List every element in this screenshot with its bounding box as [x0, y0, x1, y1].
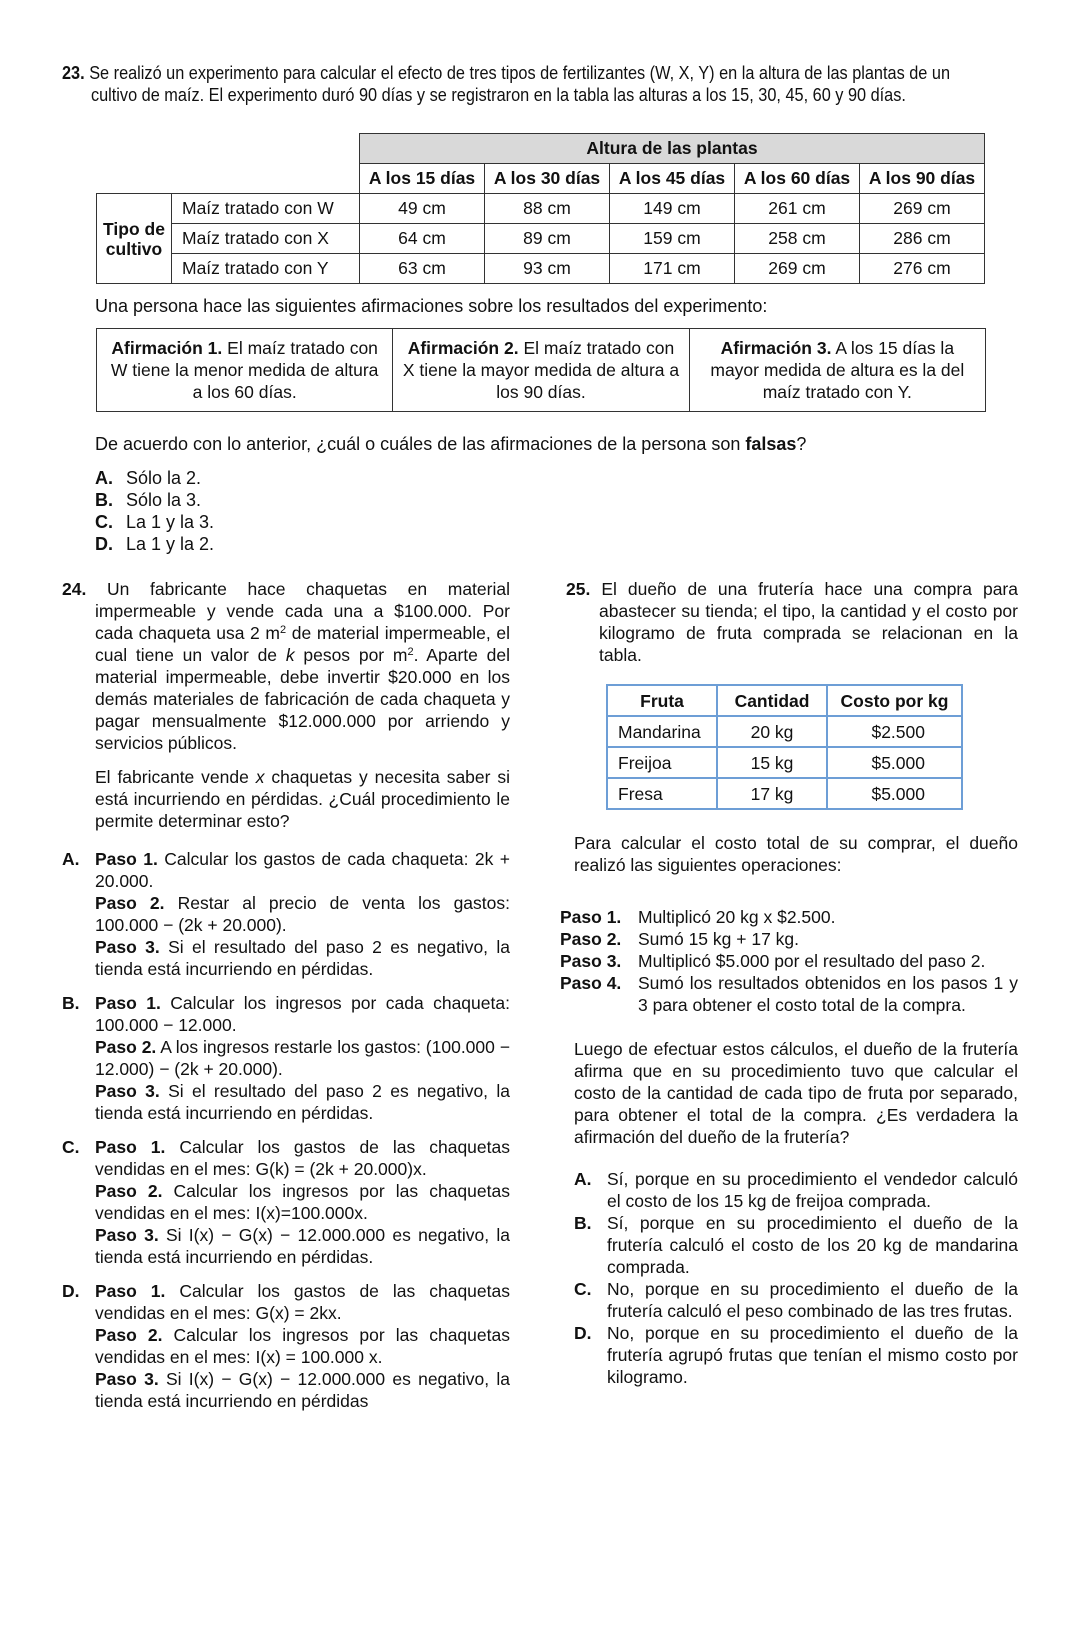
column-header: Costo por kg — [827, 685, 962, 716]
option-text: La 1 y la 2. — [126, 534, 215, 554]
table-cell: 286 cm — [860, 224, 985, 254]
question-23-options — [95, 467, 214, 555]
option-b[interactable] — [95, 489, 214, 511]
stem-text: de material impermeable, el cual tiene un valor de — [95, 623, 511, 665]
option-step — [95, 892, 510, 936]
table-cell: 149 cm — [610, 194, 735, 224]
question-25-prompt: Luego de efectuar estos cálculos, el dueño de la frutería afirma que en su procedimiento tuvo que calcular el costo de la cantidad de cada tipo de fruta por separado, para obtener el total de la compra. ¿Es verdadera la afirmación del dueño de la frutería? — [574, 1039, 1018, 1147]
step-text: Restar al precio de venta los gastos: 100.000 − (2k + 20.000). — [95, 893, 510, 935]
option-a[interactable] — [62, 848, 510, 980]
table-cell: Fresa — [607, 778, 717, 809]
question-25-procedure-intro: Para calcular el costo total de su comprar, el dueño realizó las siguientes operaciones: — [574, 833, 1018, 875]
option-text: Sí, porque en su procedimiento el vendedor calculó el costo de los 15 kg de freijoa comprada. — [607, 1169, 1018, 1211]
table-cell: 49 cm — [360, 194, 485, 224]
column-header: A los 90 días — [860, 164, 985, 194]
stem-text: Un fabricante hace chaquetas en material impermeable y vende cada una a $100.000. Por cada chaqueta usa 2 m — [95, 579, 510, 643]
table-cell: 261 cm — [735, 194, 860, 224]
plant-height-table — [96, 133, 985, 284]
step-text: Si I(x) − G(x) − 12.000.000 es negativo, la tienda está incurriendo en pérdidas. — [95, 1225, 510, 1267]
table-cell: Freijoa — [607, 747, 717, 778]
claim-2 — [393, 329, 689, 412]
step-label: Paso 1. — [95, 1137, 166, 1157]
claim-text: El maíz tratado con W tiene la menor medida de altura a los 60 días. — [110, 338, 379, 402]
column-header: A los 15 días — [360, 164, 485, 194]
claim-title: Afirmación 3. — [720, 338, 832, 358]
option-step — [95, 1280, 510, 1324]
question-24-stem — [62, 578, 510, 754]
option-c[interactable] — [62, 1136, 510, 1268]
superscript: 2 — [280, 624, 287, 636]
option-a[interactable] — [574, 1168, 1018, 1212]
option-letter: D. — [95, 534, 113, 554]
step-label: Paso 2. — [560, 929, 622, 949]
option-letter: C. — [574, 1279, 592, 1299]
option-text: No, porque en su procedimiento el dueño de la frutería agrupó frutas que tenían el mismo costo por kilogramo. — [607, 1323, 1018, 1387]
option-letter: A. — [95, 468, 113, 488]
step-label: Paso 2. — [95, 1037, 157, 1057]
question-23-stem — [62, 62, 994, 106]
question-number: 23. — [62, 63, 85, 83]
variable-k: k — [285, 645, 295, 665]
option-step — [95, 1136, 510, 1180]
table-cell: $2.500 — [827, 716, 962, 747]
prompt-emphasis: falsas — [745, 434, 797, 454]
option-letter: B. — [95, 490, 113, 510]
step-text: Si el resultado del paso 2 es negativo, la tienda está incurriendo en pérdidas. — [95, 937, 510, 979]
step-text: Multiplicó 20 kg x $2.500. — [638, 907, 836, 927]
option-step — [95, 1324, 510, 1368]
table-cell: 64 cm — [360, 224, 485, 254]
claim-1 — [97, 329, 393, 412]
column-header: Fruta — [607, 685, 717, 716]
claims-intro: Una persona hace las siguientes afirmaciones sobre los resultados del experimento: — [95, 296, 768, 316]
option-step — [95, 1224, 510, 1268]
prompt-text: De acuerdo con lo anterior, ¿cuál o cuáles de las afirmaciones de la persona son — [95, 434, 746, 454]
procedure-step — [560, 950, 1018, 972]
stem-text: El dueño de una frutería hace una compra para abastecer su tienda; el tipo, la cantidad y el costo por kilogramo de fruta comprada se relacionan en la tabla. — [599, 579, 1018, 665]
claim-title: Afirmación 1. — [111, 338, 223, 358]
option-text: Sí, porque en su procedimiento el dueño de la frutería calculó el costo de los 20 kg de mandarina comprada. — [607, 1213, 1018, 1277]
step-text: Calcular los ingresos por las chaquetas vendidas en el mes: I(x)=100.000x. — [95, 1181, 510, 1223]
stem-text: . Aparte del material impermeable, debe invertir $20.000 en los demás materiales de fabricación de cada chaqueta y pagar mensualmente $12.000.000 por arriendo y servicios públicos. — [95, 645, 510, 753]
option-text: La 1 y la 3. — [126, 512, 215, 532]
column-header: A los 60 días — [735, 164, 860, 194]
prompt-text: chaquetas y necesita saber si está incurriendo en pérdidas. ¿Cuál procedimiento le permite determinar esto? — [95, 767, 510, 831]
fruit-table — [606, 684, 963, 810]
step-text: Si I(x) − G(x) − 12.000.000 es negativo, la tienda está incurriendo en pérdidas — [95, 1369, 510, 1411]
procedure-step — [560, 906, 1018, 928]
step-text: Calcular los gastos de cada chaqueta: 2k + 20.000. — [95, 849, 510, 891]
table-cell: Mandarina — [607, 716, 717, 747]
column-header: Cantidad — [717, 685, 827, 716]
stem-text: pesos por m — [294, 645, 408, 665]
question-24-prompt — [62, 766, 510, 832]
column-header: A los 30 días — [485, 164, 610, 194]
option-text: Sólo la 3. — [126, 490, 202, 510]
option-d[interactable] — [574, 1322, 1018, 1388]
option-letter: A. — [62, 849, 80, 869]
option-text: Sólo la 2. — [126, 468, 202, 488]
option-step — [95, 1036, 510, 1080]
row-label: Maíz tratado con X — [172, 224, 360, 254]
step-label: Paso 3. — [95, 1081, 160, 1101]
table-group-header: Altura de las plantas — [360, 134, 985, 164]
question-25 — [560, 578, 1018, 1388]
step-label: Paso 2. — [95, 1325, 163, 1345]
question-number: 24. — [62, 579, 87, 599]
option-letter: B. — [62, 993, 80, 1013]
step-text: Sumó los resultados obtenidos en los pasos 1 y 3 para obtener el costo total de la compra. — [638, 973, 1018, 1015]
option-letter: D. — [574, 1323, 592, 1343]
table-cell: 171 cm — [610, 254, 735, 284]
table-cell: 269 cm — [860, 194, 985, 224]
table-row — [607, 716, 962, 747]
row-label: Maíz tratado con W — [172, 194, 360, 224]
table-cell: 276 cm — [860, 254, 985, 284]
step-label: Paso 3. — [560, 951, 622, 971]
superscript: 2 — [407, 646, 414, 658]
prompt-end: ? — [796, 434, 807, 454]
option-d[interactable] — [62, 1280, 510, 1412]
table-corner — [97, 164, 360, 194]
claim-text: A los 15 días la mayor medida de altura es la del maíz tratado con Y. — [710, 338, 965, 402]
table-cell: 88 cm — [485, 194, 610, 224]
option-step — [95, 1368, 510, 1412]
option-letter: B. — [574, 1213, 592, 1233]
table-cell: $5.000 — [827, 747, 962, 778]
column-header: A los 45 días — [610, 164, 735, 194]
option-letter: A. — [574, 1169, 592, 1189]
option-step — [95, 1080, 510, 1124]
option-c[interactable] — [95, 511, 214, 533]
option-letter: C. — [62, 1137, 80, 1157]
table-cell: $5.000 — [827, 778, 962, 809]
question-24 — [62, 578, 510, 1412]
claim-title: Afirmación 2. — [407, 338, 519, 358]
option-step — [95, 848, 510, 892]
option-step — [95, 1180, 510, 1224]
step-label: Paso 2. — [95, 1181, 163, 1201]
step-text: Calcular los gastos de las chaquetas vendidas en el mes: G(x) = 2kx. — [95, 1281, 510, 1323]
question-number: 25. — [566, 579, 591, 599]
table-row — [607, 747, 962, 778]
option-step — [95, 936, 510, 980]
table-cell: 258 cm — [735, 224, 860, 254]
step-text: Si el resultado del paso 2 es negativo, la tienda está incurriendo en pérdidas. — [95, 1081, 510, 1123]
option-b[interactable] — [62, 992, 510, 1124]
row-group-label: Tipo de cultivo — [97, 194, 172, 284]
procedure-step — [560, 928, 1018, 950]
step-label: Paso 2. — [95, 893, 165, 913]
table-cell: 63 cm — [360, 254, 485, 284]
option-step — [95, 992, 510, 1036]
step-label: Paso 3. — [95, 1225, 159, 1245]
table-row — [607, 778, 962, 809]
step-text: Multiplicó $5.000 por el resultado del paso 2. — [638, 951, 986, 971]
step-label: Paso 1. — [95, 849, 158, 869]
prompt-text: El fabricante vende — [95, 767, 256, 787]
step-label: Paso 1. — [560, 907, 622, 927]
table-cell: 269 cm — [735, 254, 860, 284]
row-label: Maíz tratado con Y — [172, 254, 360, 284]
claim-3 — [689, 329, 985, 412]
procedure-steps — [560, 906, 1018, 1016]
step-label: Paso 4. — [560, 973, 622, 993]
option-b[interactable] — [574, 1212, 1018, 1278]
step-text: Calcular los ingresos por las chaquetas vendidas en el mes: I(x) = 100.000 x. — [95, 1325, 510, 1367]
table-cell: 89 cm — [485, 224, 610, 254]
option-text: No, porque en su procedimiento el dueño de la frutería calculó el peso combinado de las tres frutas. — [607, 1279, 1018, 1321]
claims-table — [96, 328, 986, 412]
table-corner — [97, 134, 360, 164]
table-row — [97, 224, 985, 254]
step-text: A los ingresos restarle los gastos: (100.000 − 12.000) − (2k + 20.000). — [95, 1037, 510, 1079]
step-text: Calcular los ingresos por cada chaqueta: 100.000 − 12.000. — [95, 993, 510, 1035]
step-text: Sumó 15 kg + 17 kg. — [638, 929, 800, 949]
table-row — [97, 254, 985, 284]
procedure-step — [560, 972, 1018, 1016]
option-letter: C. — [95, 512, 113, 532]
option-c[interactable] — [574, 1278, 1018, 1322]
table-row — [97, 194, 985, 224]
step-label: Paso 1. — [95, 993, 161, 1013]
step-label: Paso 3. — [95, 1369, 159, 1389]
step-label: Paso 3. — [95, 937, 160, 957]
table-cell: 17 kg — [717, 778, 827, 809]
step-text: Calcular los gastos de las chaquetas vendidas en el mes: G(k) = (2k + 20.000)x. — [95, 1137, 510, 1179]
question-25-options — [566, 1168, 1018, 1388]
question-23-prompt — [95, 434, 806, 455]
variable-x: x — [255, 767, 265, 787]
step-label: Paso 1. — [95, 1281, 166, 1301]
option-d[interactable] — [95, 533, 214, 555]
table-cell: 20 kg — [717, 716, 827, 747]
table-cell: 159 cm — [610, 224, 735, 254]
question-25-stem — [566, 578, 1018, 666]
table-cell: 15 kg — [717, 747, 827, 778]
stem-text: Se realizó un experimento para calcular el efecto de tres tipos de fertilizantes (W, X, Y) en la altura de las plantas de un cultivo de maíz. El experimento duró 90 días y se registraron en la tabla las alturas a los 15, 30, 45, 60 y 90 días. — [89, 63, 951, 105]
option-a[interactable] — [95, 467, 214, 489]
claim-text: El maíz tratado con X tiene la mayor medida de altura a los 90 días. — [402, 338, 680, 402]
option-letter: D. — [62, 1281, 80, 1301]
table-cell: 93 cm — [485, 254, 610, 284]
